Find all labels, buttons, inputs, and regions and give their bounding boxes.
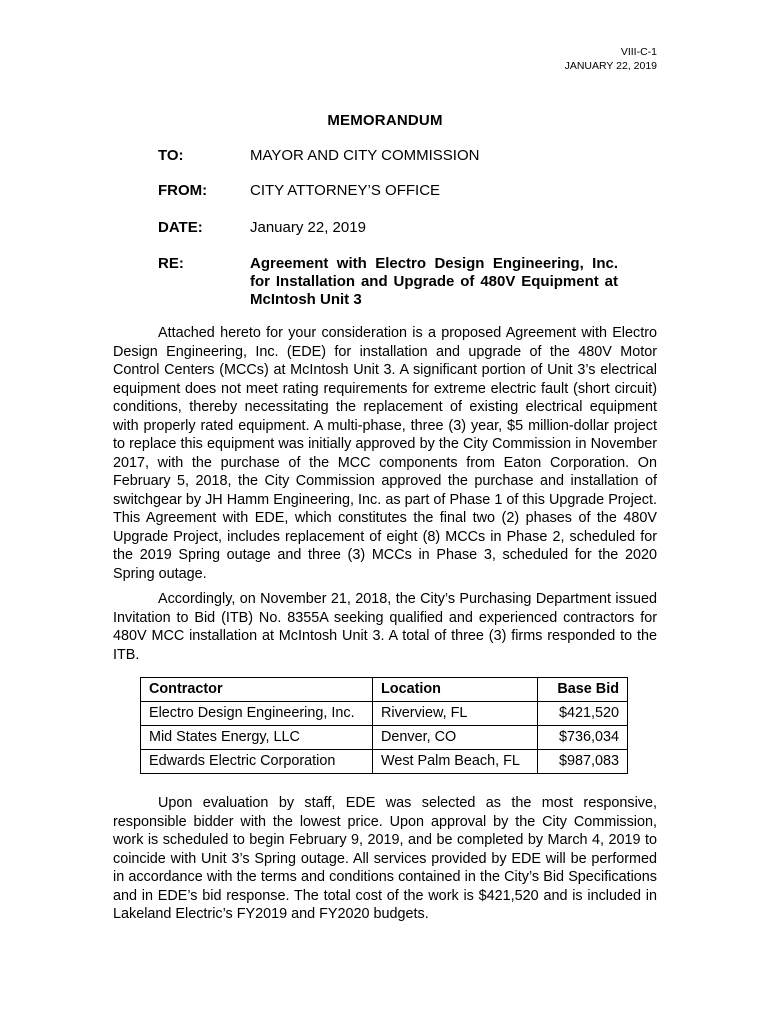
body-paragraph-3: Upon evaluation by staff, EDE was selected as the most responsive, responsible bidder with the lowest price. Upon approval by the City Commission, work is scheduled to begin February 9, 2019, and be completed by March 4, 2019 to coincide with Unit 3’s Spring outage. All services provided by EDE will be performed in accordance with the terms and conditions contained in the City’s Bid Specifications and in EDE’s bid response. The total cost of the work is $421,520 and is included in Lakeland Electric’s FY2019 and FY2020 budgets. bbox=[113, 795, 657, 922]
cell-location: West Palm Beach, FL bbox=[373, 750, 538, 774]
to-value: MAYOR AND CITY COMMISSION bbox=[250, 147, 480, 164]
from-label: FROM: bbox=[158, 182, 208, 199]
re-label: RE: bbox=[158, 255, 184, 272]
memo-title: MEMORANDUM bbox=[327, 112, 443, 129]
table-row bbox=[141, 750, 628, 774]
header-location: Location bbox=[373, 678, 538, 702]
table-row bbox=[141, 702, 628, 726]
body-paragraph-1: Attached hereto for your consideration is a proposed Agreement with Electro Design Engineering, Inc. (EDE) for installation and upgrade of the 480V Motor Control Centers (MCCs) at McIntosh Unit 3. A significant portion of Unit 3’s electrical equipment does not meet rating requirements for extreme electric fault (short circuit) conditions, thereby necessitating the replacement of existing electrical equipment with properly rated equipment. A multi-phase, three (3) year, $5 million-dollar project to replace this equipment was initially approved by the City Commission in November 2017, with the purchase of the MCC components from Eaton Corporation. On February 5, 2018, the City Commission approved the purchase and installation of switchgear by JH Hamm Engineering, Inc. as part of Phase 1 of this Upgrade Project. This Agreement with EDE, which constitutes the final two (2) phases of the 480V Upgrade Project, includes replacement of eight (8) MCCs in Phase 2, scheduled for the 2019 Spring outage and three (3) MCCs in Phase 3, scheduled for the 2020 Spring outage. bbox=[113, 325, 657, 582]
cell-location: Denver, CO bbox=[373, 726, 538, 750]
cell-base-bid: $987,083 bbox=[538, 750, 628, 774]
cell-contractor: Mid States Energy, LLC bbox=[141, 726, 373, 750]
date-label: DATE: bbox=[158, 219, 203, 236]
bid-table-header-row bbox=[141, 678, 628, 702]
cell-base-bid: $736,034 bbox=[538, 726, 628, 750]
table-row bbox=[141, 726, 628, 750]
date-value: January 22, 2019 bbox=[250, 219, 366, 236]
bid-table bbox=[140, 677, 628, 774]
body-paragraph-2: Accordingly, on November 21, 2018, the City’s Purchasing Department issued Invitation to Bid (ITB) No. 8355A seeking qualified and experienced contractors for 480V MCC installation at McIntosh Unit 3. A total of three (3) firms responded to the ITB. bbox=[113, 591, 657, 663]
header-base-bid: Base Bid bbox=[538, 678, 628, 702]
document-reference bbox=[565, 45, 657, 73]
from-value: CITY ATTORNEY’S OFFICE bbox=[250, 182, 441, 199]
reference-date: JANUARY 22, 2019 bbox=[564, 60, 657, 72]
header-contractor: Contractor bbox=[141, 678, 373, 702]
re-value: Agreement with Electro Design Engineering, Inc. for Installation and Upgrade of 480V Equipment at McIntosh Unit 3 bbox=[250, 255, 618, 308]
cell-contractor: Electro Design Engineering, Inc. bbox=[141, 702, 373, 726]
reference-code: VIII-C-1 bbox=[620, 46, 657, 58]
cell-contractor: Edwards Electric Corporation bbox=[141, 750, 373, 774]
cell-base-bid: $421,520 bbox=[538, 702, 628, 726]
to-label: TO: bbox=[158, 147, 184, 164]
cell-location: Riverview, FL bbox=[373, 702, 538, 726]
